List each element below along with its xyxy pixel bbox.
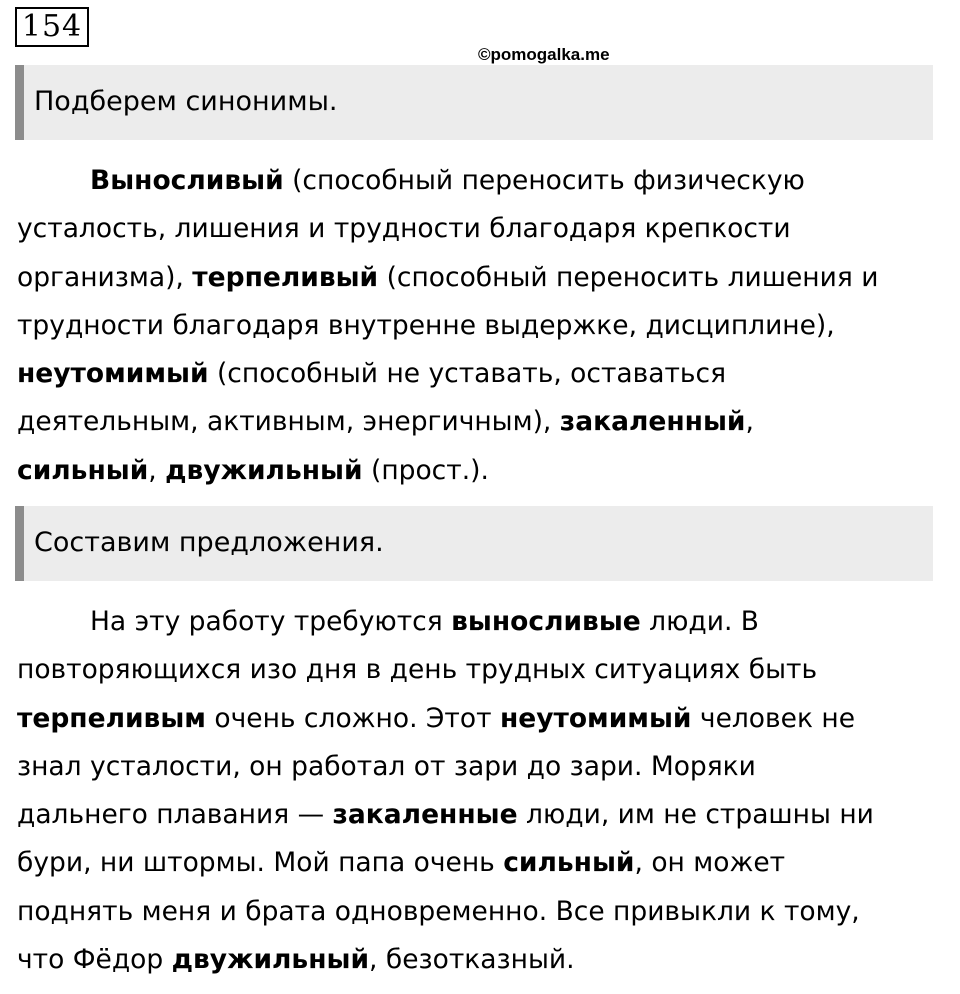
- text-segment: повторяющихся изо дня в день трудных ситуациях быть: [17, 654, 818, 686]
- text-segment: (способный переносить лишения и: [378, 261, 879, 293]
- bold-term: терпеливым: [17, 702, 206, 734]
- text-segment: усталость, лишения и трудности благодаря крепкости: [17, 213, 791, 245]
- text-line: [17, 350, 947, 398]
- text-segment: ,: [745, 406, 754, 438]
- text-line: [17, 157, 947, 205]
- watermark: ©pomogalka.me: [478, 45, 610, 64]
- sentences-paragraph: [17, 598, 947, 984]
- text-segment: (способный не уставать, оставаться: [208, 358, 727, 390]
- text-segment: очень сложно. Этот: [205, 702, 500, 734]
- bold-term: терпеливый: [192, 261, 379, 293]
- text-segment: поднять меня и брата одновременно. Все привыкли к тому,: [17, 895, 860, 927]
- bold-term: сильный: [17, 454, 149, 486]
- text-segment: что Фёдор: [17, 944, 172, 976]
- text-segment: человек не: [691, 702, 856, 734]
- bold-term: закаленные: [332, 799, 518, 831]
- text-line: [17, 398, 947, 446]
- text-line: [17, 743, 947, 791]
- text-segment: На эту работу требуются: [90, 606, 452, 637]
- bold-term: неутомимый: [17, 358, 209, 390]
- bold-term: выносливые: [451, 606, 641, 637]
- bold-term: сильный: [503, 847, 635, 879]
- text-line: [17, 695, 947, 743]
- text-segment: дальнего плавания —: [17, 799, 333, 831]
- text-segment: трудности благодаря внутренне выдержке, дисциплине),: [17, 309, 835, 341]
- exercise-number: 154: [15, 7, 89, 47]
- text-segment: деятельным, активным, энергичным),: [17, 406, 560, 438]
- text-segment: люди. В: [640, 606, 759, 637]
- text-segment: люди, им не страшны ни: [517, 799, 874, 831]
- section-title: Подберем синонимы.: [34, 86, 338, 117]
- text-line: [17, 936, 947, 984]
- synonyms-paragraph: [17, 157, 947, 495]
- text-line: [17, 254, 947, 302]
- text-segment: (прост.).: [362, 454, 489, 486]
- bold-term: двужильный: [165, 454, 363, 486]
- text-segment: (способный переносить физическую: [283, 165, 805, 196]
- text-line: [17, 646, 947, 694]
- text-line: [17, 598, 947, 646]
- section-header-synonyms: [15, 65, 933, 140]
- text-segment: ,: [148, 454, 166, 486]
- section-header-sentences: [15, 506, 933, 581]
- text-line: [17, 839, 947, 887]
- text-segment: бури, ни штормы. Мой папа очень: [17, 847, 504, 879]
- text-segment: , он может: [634, 847, 786, 879]
- bold-term: Выносливый: [90, 165, 284, 196]
- text-line: [17, 302, 947, 350]
- text-line: [17, 888, 947, 936]
- bold-term: закаленный: [559, 406, 746, 438]
- text-segment: организма),: [17, 261, 193, 293]
- text-segment: знал усталости, он работал от зари до зари. Моряки: [17, 750, 756, 782]
- section-title: Составим предложения.: [34, 527, 384, 558]
- text-segment: , безотказный.: [369, 944, 575, 976]
- text-line: [17, 205, 947, 253]
- text-line: [17, 447, 947, 495]
- text-line: [17, 791, 947, 839]
- bold-term: неутомимый: [499, 702, 692, 734]
- bold-term: двужильный: [171, 944, 370, 976]
